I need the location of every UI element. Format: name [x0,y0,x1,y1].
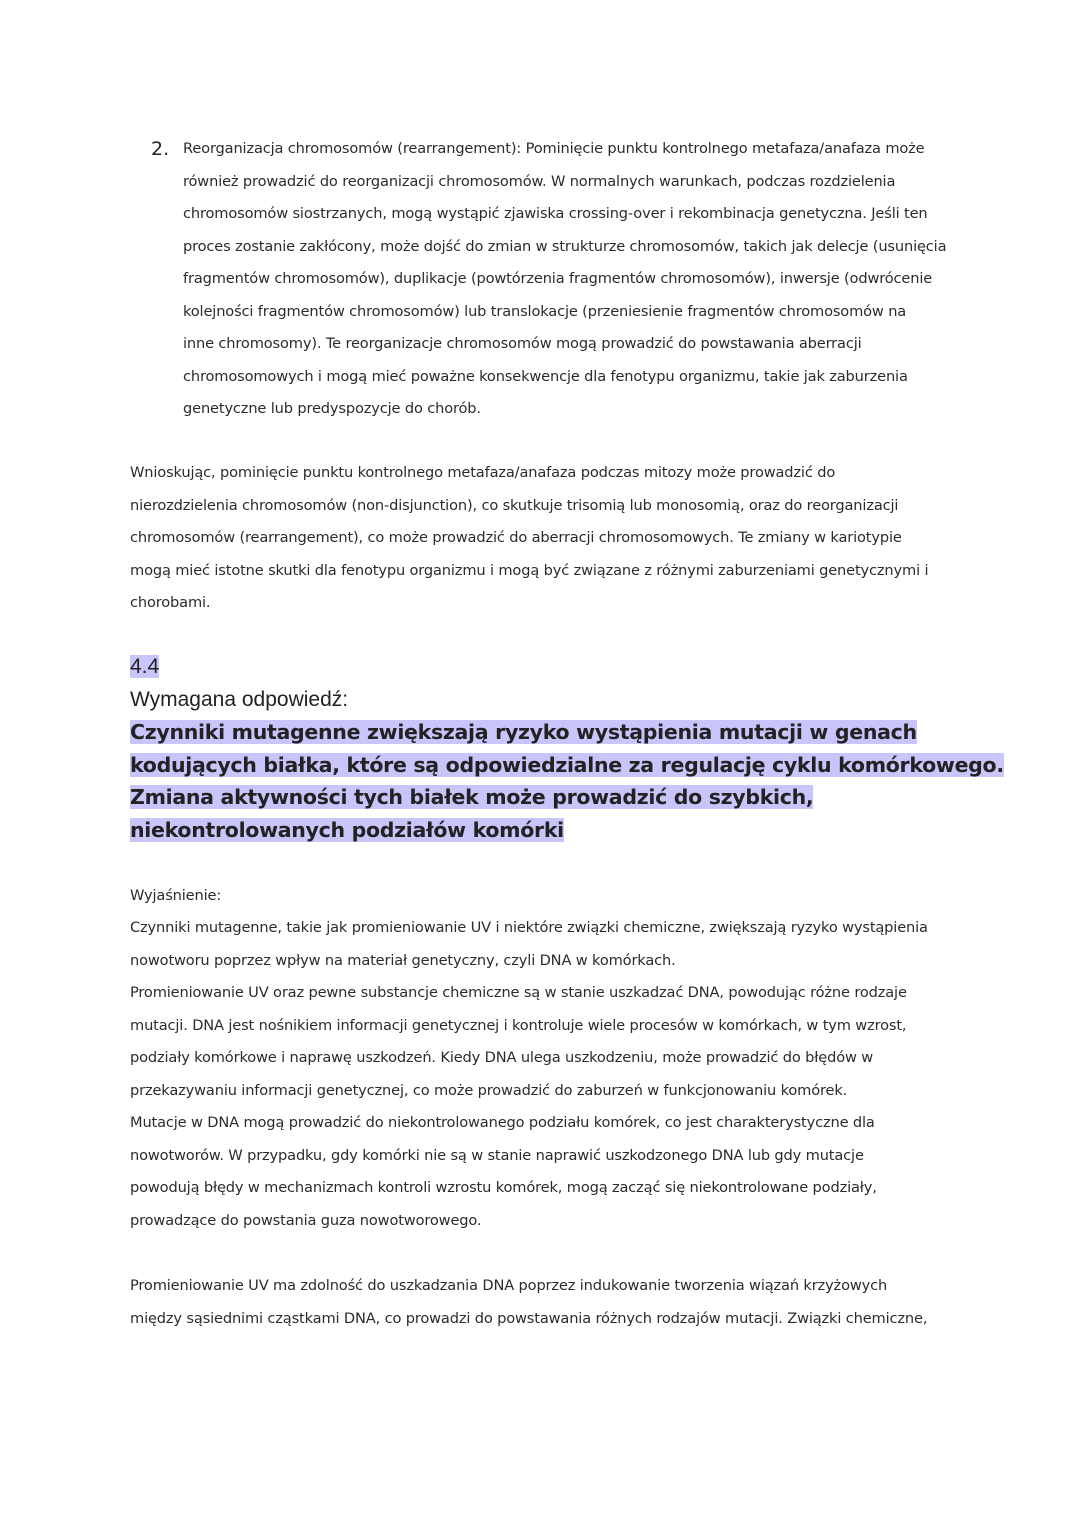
text-line: prowadzące do powstania guza nowotworowego. [130,1211,482,1229]
text-line: chromosomowych i mogą mieć poważne konsekwencje dla fenotypu organizmu, takie jak zaburzenia [183,367,908,385]
text-line: nowotworu poprzez wpływ na materiał genetyczny, czyli DNA w komórkach. [130,951,676,969]
text-line: inne chromosomy). Te reorganizacje chromosomów mogą prowadzić do powstawania aberracji [183,335,862,352]
text-line: nowotworów. W przypadku, gdy komórki nie są w stanie naprawić uszkodzonego DNA lub gdy mutacje [130,1146,864,1164]
text-line: Wnioskując, pominięcie punktu kontrolnego metafaza/anafaza podczas mitozy może prowadzić do [130,464,836,481]
text-line: chromosomów (rearrangement), co może prowadzić do aberracji chromosomowych. Te zmiany w kariotypie [130,529,902,546]
text-line: mogą mieć istotne skutki dla fenotypu organizmu i mogą być związane z różnymi zaburzeniami genetycznymi i [130,561,929,579]
answer-line [130,749,1004,781]
section-number-text: 4.4 [130,655,160,678]
text-line: Reorganizacja chromosomów (rearrangement): Pominięcie punktu kontrolnego metafaza/anafaza może [183,140,925,157]
text-line: Promieniowanie UV oraz pewne substancje chemiczne są w stanie uszkadzać DNA, powodując różne rodzaje [130,984,907,1001]
text-line: nierozdzielenia chromosomów (non-disjunction), co skutkuje trisomią lub monosomią, oraz do reorganizacji [130,496,899,514]
answer-line [130,814,564,846]
text-line: przekazywaniu informacji genetycznej, co może prowadzić do zaburzeń w funkcjonowaniu komórek. [130,1081,848,1099]
list-item-number: 2. [151,138,170,160]
text-line: również prowadzić do reorganizacji chromosomów. W normalnych warunkach, podczas rozdzielenia [183,172,896,190]
text-line: chorobami. [130,594,211,611]
text-line: mutacji. DNA jest nośnikiem informacji genetycznej i kontroluje wiele procesów w komórkach, w tym wzrost, [130,1016,907,1034]
required-answer-label: Wymagana odpowiedź: [130,688,349,711]
text-line: Czynniki mutagenne, takie jak promieniowanie UV i niektóre związki chemiczne, zwiększają ryzyko wystąpienia [130,919,928,936]
text-line: proces zostanie zakłócony, może dojść do zmian w strukturze chromosomów, takich jak delecje (usunięcia [183,237,947,255]
text-line: kolejności fragmentów chromosomów) lub translokacje (przeniesienie fragmentów chromosomów na [183,302,907,320]
text-line: powodują błędy w mechanizmach kontroli wzrostu komórek, mogą zacząć się niekontrolowane podziały, [130,1179,877,1196]
explanation-label: Wyjaśnienie: [130,887,222,904]
answer-line-text: Czynniki mutagenne zwiększają ryzyko wystąpienia mutacji w genach [130,720,917,744]
answer-line [130,716,917,748]
answer-line [130,781,813,813]
text-line: Promieniowanie UV ma zdolność do uszkadzania DNA poprzez indukowanie tworzenia wiązań krzyżowych [130,1277,888,1294]
section-number [130,652,159,682]
answer-line-text: kodujących białka, które są odpowiedzialne za regulację cyklu komórkowego. [130,752,1004,777]
text-line: fragmentów chromosomów), duplikacje (powtórzenia fragmentów chromosomów), inwersje (odwrócenie [183,270,933,287]
text-line: między sąsiednimi cząstkami DNA, co prowadzi do powstawania różnych rodzajów mutacji. Związki chemiczne, [130,1309,928,1327]
answer-line-text: niekontrolowanych podziałów komórki [130,817,564,842]
text-line: Mutacje w DNA mogą prowadzić do niekontrolowanego podziału komórek, co jest charakterystyczne dla [130,1114,875,1131]
answer-line-text: Zmiana aktywności tych białek może prowadzić do szybkich, [130,785,814,809]
text-line: chromosomów siostrzanych, mogą wystąpić zjawiska crossing-over i rekombinacja genetyczna. Jeśli ten [183,205,928,222]
text-line: podziały komórkowe i naprawę uszkodzeń. Kiedy DNA ulega uszkodzeniu, może prowadzić do błędów w [130,1049,874,1066]
text-line: genetyczne lub predyspozycje do chorób. [183,400,481,417]
